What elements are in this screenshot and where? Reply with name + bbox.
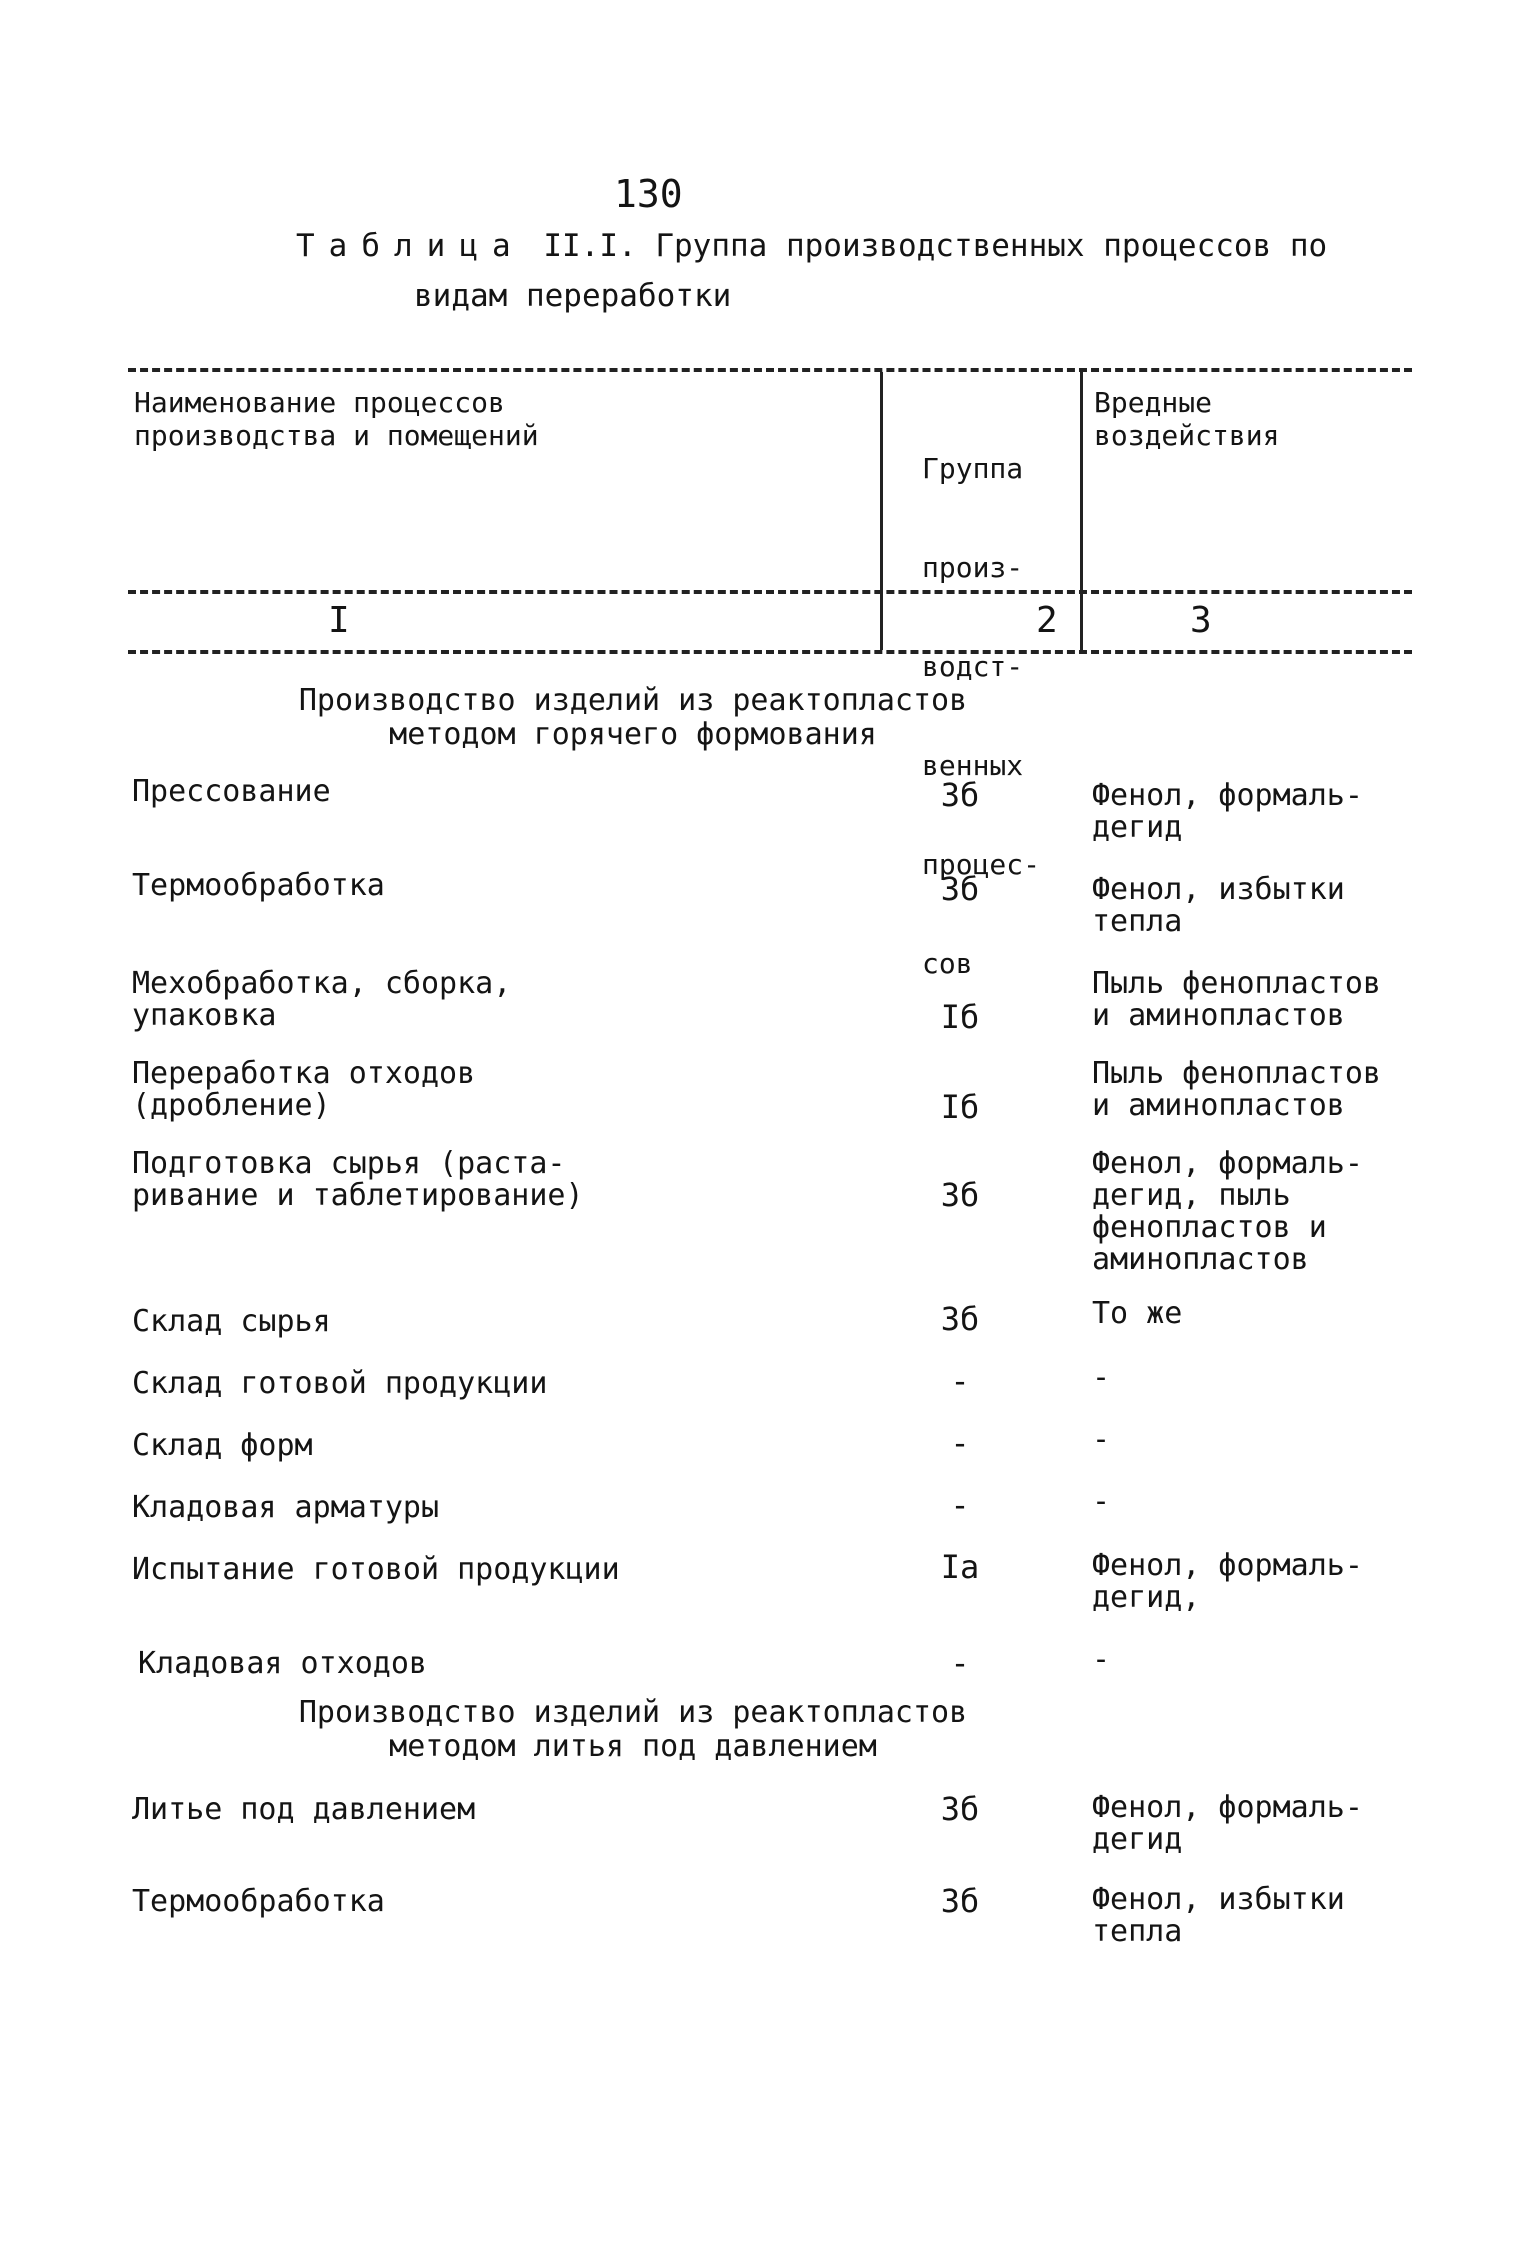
section-heading bbox=[128, 1696, 1138, 1764]
table-caption-number: II.I. bbox=[543, 228, 637, 264]
table-row-name bbox=[132, 1058, 475, 1122]
name-line: Переработка отходов bbox=[132, 1056, 476, 1091]
section-heading-line: методом литья под давлением bbox=[389, 1729, 877, 1764]
column-number-2: 2 bbox=[1036, 600, 1058, 641]
table-row-name bbox=[132, 1148, 584, 1212]
table-row-name: Кладовая отходов bbox=[138, 1646, 427, 1681]
table-row-effect bbox=[1092, 1644, 1110, 1676]
table-row-group: - bbox=[950, 1486, 970, 1524]
table-row-name bbox=[132, 968, 511, 1032]
table-row-group: Iб bbox=[940, 1088, 980, 1126]
table-row-group: 3б bbox=[940, 1790, 980, 1828]
effect-line: и аминопластов bbox=[1092, 1088, 1345, 1123]
effect-line: Фенол, формаль- bbox=[1092, 1790, 1363, 1825]
header-col1 bbox=[134, 386, 539, 452]
effect-line: Фенол, формаль- bbox=[1092, 1146, 1363, 1181]
header-col2-line: произ- bbox=[922, 551, 1024, 584]
table-row-group: 3б bbox=[940, 1882, 980, 1920]
header-col3-line: Вредные bbox=[1094, 386, 1213, 419]
effect-line: дегид bbox=[1092, 1822, 1183, 1857]
table-row-name: Испытание готовой продукции bbox=[132, 1552, 620, 1587]
name-line: упаковка bbox=[132, 998, 277, 1033]
table-caption-title-continued: видам переработки bbox=[414, 278, 732, 314]
effect-line: дегид, bbox=[1092, 1580, 1201, 1615]
page-number: 130 bbox=[614, 172, 683, 216]
table-row-group: - bbox=[950, 1424, 970, 1462]
name-line: (дробление) bbox=[132, 1088, 331, 1123]
name-line: ривание и таблетирование) bbox=[132, 1178, 584, 1213]
table-row-group: 3б bbox=[940, 776, 980, 814]
table-row-group: 3б bbox=[940, 1176, 980, 1214]
header-col2-line: сов bbox=[922, 947, 973, 980]
column-numbers-rule bbox=[128, 650, 1412, 654]
header-col3 bbox=[1094, 386, 1279, 452]
header-col3-line: воздействия bbox=[1094, 419, 1280, 452]
effect-line: Фенол, формаль- bbox=[1092, 1548, 1363, 1583]
table-row-group: - bbox=[950, 1362, 970, 1400]
header-col1-line: производства и помещений bbox=[134, 419, 539, 452]
table-row-name: Склад готовой продукции bbox=[132, 1366, 548, 1401]
effect-line: - bbox=[1092, 1422, 1111, 1457]
table-row-effect bbox=[1092, 1486, 1110, 1518]
effect-line: - bbox=[1092, 1642, 1111, 1677]
table-row-group: 3б bbox=[940, 1300, 980, 1338]
table-caption bbox=[296, 224, 1327, 268]
table-row-name: Термообработка bbox=[132, 868, 385, 903]
effect-line: То же bbox=[1092, 1296, 1183, 1331]
table-row-effect bbox=[1092, 1148, 1363, 1276]
table-row-effect bbox=[1092, 968, 1381, 1032]
section-heading-line: Производство изделий из реактопластов bbox=[298, 683, 968, 718]
effect-line: Пыль фенопластов bbox=[1092, 1056, 1381, 1091]
table-row-effect bbox=[1092, 874, 1345, 938]
section-heading-line: Производство изделий из реактопластов bbox=[298, 1695, 968, 1730]
table-row-name: Литье под давлением bbox=[132, 1792, 476, 1827]
effect-line: тепла bbox=[1092, 1914, 1183, 1949]
table-caption-label: Таблица bbox=[296, 228, 525, 264]
table-row-group: 3б bbox=[940, 870, 980, 908]
table-row-name: Склад сырья bbox=[132, 1304, 331, 1339]
header-col2-line: Группа bbox=[922, 452, 1024, 485]
table-row-effect bbox=[1092, 1550, 1363, 1614]
table-row-name: Склад форм bbox=[132, 1428, 313, 1463]
table-row-effect bbox=[1092, 1424, 1110, 1456]
table-row-effect bbox=[1092, 1362, 1110, 1394]
table-row-effect bbox=[1092, 780, 1363, 844]
table-row-effect bbox=[1092, 1792, 1363, 1856]
name-line: Подготовка сырья (раста- bbox=[132, 1146, 566, 1181]
table-row-name: Прессование bbox=[132, 774, 331, 809]
table-row-group: Iб bbox=[940, 998, 980, 1036]
section-heading-line: методом горячего формования bbox=[389, 717, 877, 752]
column-number-3: 3 bbox=[1190, 600, 1212, 641]
header-bottom-rule bbox=[128, 590, 1412, 594]
table-top-rule bbox=[128, 368, 1412, 372]
effect-line: - bbox=[1092, 1484, 1111, 1519]
table-row-name: Кладовая арматуры bbox=[132, 1490, 440, 1525]
table-caption-title: Группа производственных процессов по bbox=[655, 228, 1328, 264]
table-row-effect bbox=[1092, 1058, 1381, 1122]
effect-line: Фенол, формаль- bbox=[1092, 778, 1363, 813]
table-row-effect bbox=[1092, 1884, 1345, 1948]
effect-line: дегид, пыль bbox=[1092, 1178, 1291, 1213]
table-row-effect bbox=[1092, 1298, 1182, 1330]
header-col1-line: Наименование процессов bbox=[134, 386, 505, 419]
column-number-1: I bbox=[328, 600, 350, 641]
effect-line: Пыль фенопластов bbox=[1092, 966, 1381, 1001]
column-divider-1 bbox=[880, 372, 883, 650]
table-row-group: Iа bbox=[940, 1548, 980, 1586]
effect-line: фенопластов и bbox=[1092, 1210, 1327, 1245]
column-divider-2 bbox=[1080, 372, 1083, 650]
effect-line: дегид bbox=[1092, 810, 1183, 845]
header-col2-line: венных bbox=[922, 749, 1024, 782]
effect-line: тепла bbox=[1092, 904, 1183, 939]
name-line: Мехобработка, сборка, bbox=[132, 966, 512, 1001]
header-col2-line: процес- bbox=[922, 848, 1041, 881]
table-row-group: - bbox=[950, 1644, 970, 1682]
section-heading bbox=[128, 684, 1138, 752]
header-col2-line: водст- bbox=[922, 650, 1024, 683]
effect-line: и аминопластов bbox=[1092, 998, 1345, 1033]
effect-line: Фенол, избытки bbox=[1092, 872, 1345, 907]
table-row-name: Термообработка bbox=[132, 1884, 385, 1919]
effect-line: аминопластов bbox=[1092, 1242, 1309, 1277]
effect-line: - bbox=[1092, 1360, 1111, 1395]
effect-line: Фенол, избытки bbox=[1092, 1882, 1345, 1917]
